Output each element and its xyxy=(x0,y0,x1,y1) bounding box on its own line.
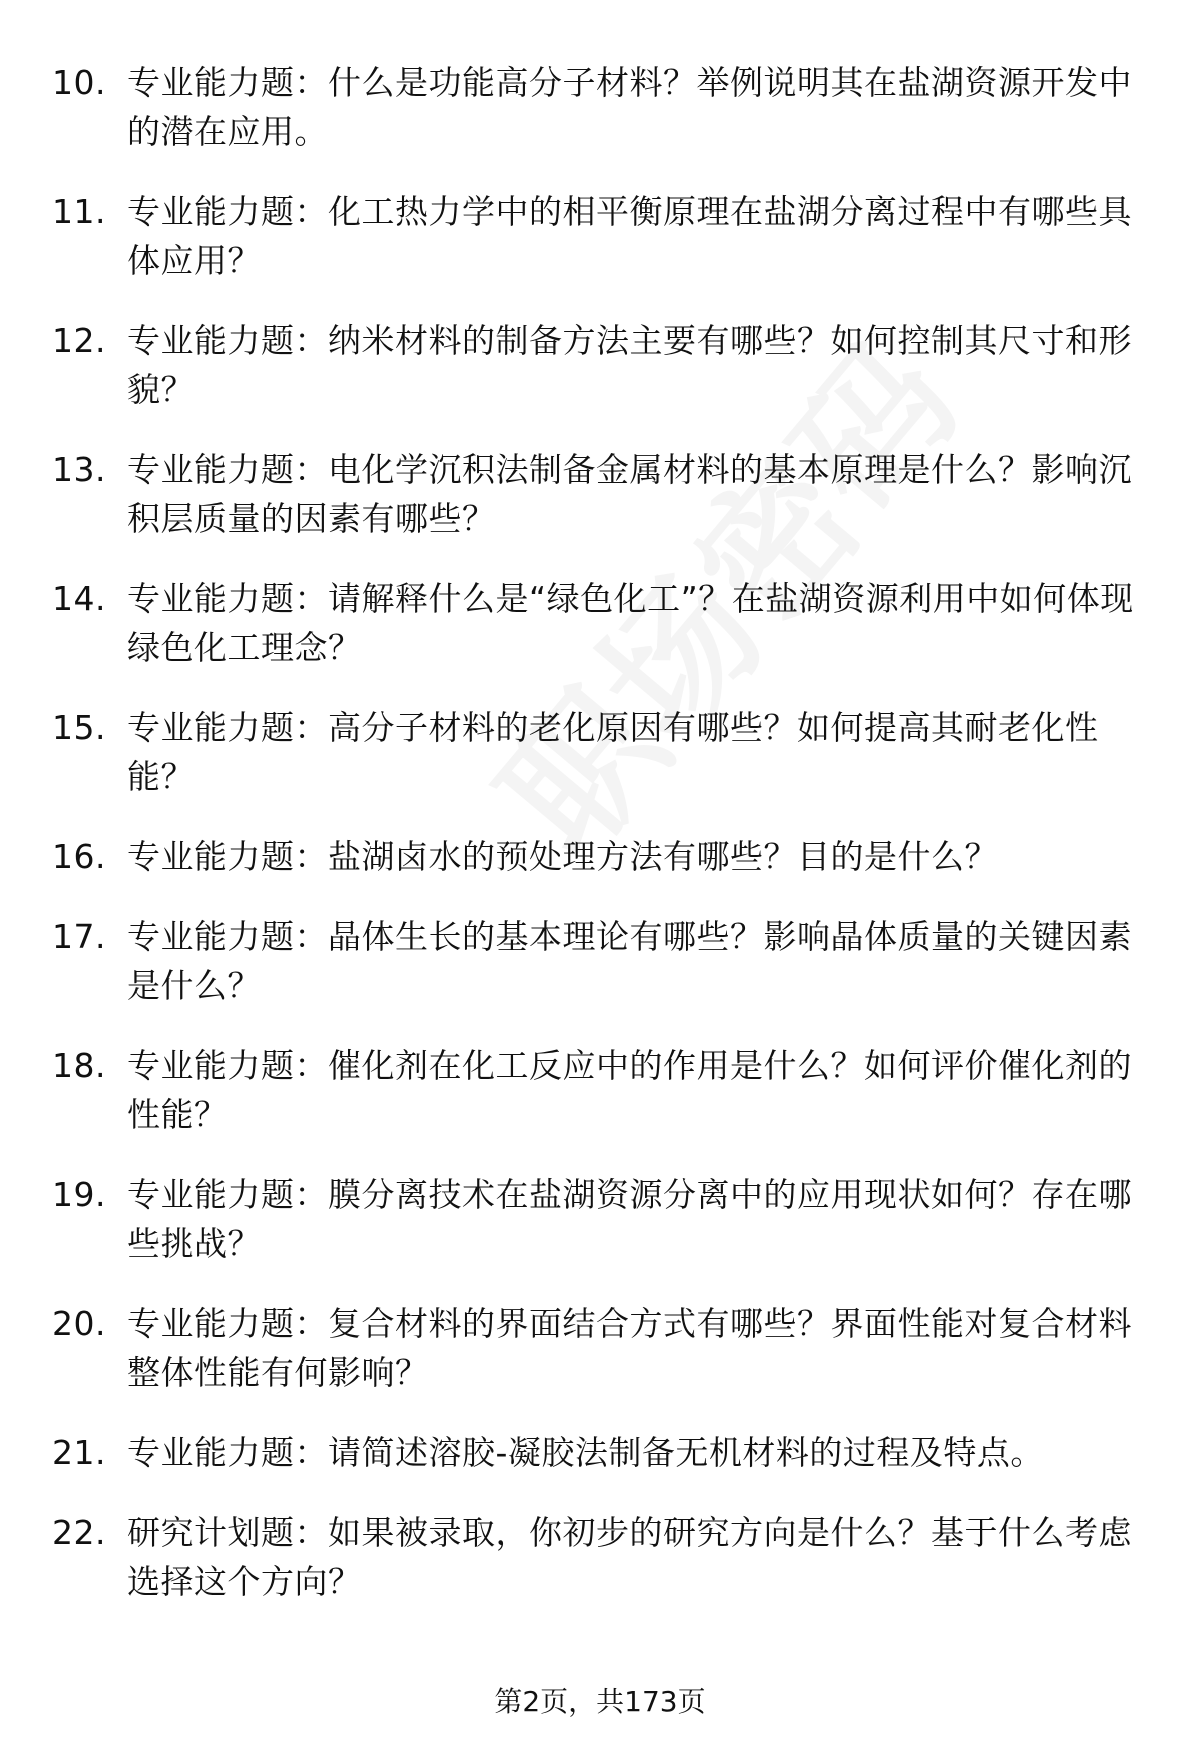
list-item xyxy=(52,1299,1152,1397)
list-item xyxy=(52,58,1152,156)
question-number: 14. xyxy=(52,579,106,618)
question-number: 10. xyxy=(52,63,106,102)
question-number: 11. xyxy=(52,192,106,231)
question-text: 专业能力题：高分子材料的老化原因有哪些？如何提高其耐老化性能？ xyxy=(127,708,1099,796)
list-item xyxy=(52,1170,1152,1268)
question-list xyxy=(52,58,1152,1637)
list-item xyxy=(52,187,1152,285)
page-footer: 第2页，共173页 xyxy=(494,1685,706,1718)
question-number: 22. xyxy=(52,1513,106,1552)
question-number: 21. xyxy=(52,1433,106,1472)
list-item xyxy=(52,832,1152,881)
question-text: 专业能力题：请简述溶胶-凝胶法制备无机材料的过程及特点。 xyxy=(127,1433,1044,1472)
question-text: 专业能力题：纳米材料的制备方法主要有哪些？如何控制其尺寸和形貌？ xyxy=(127,321,1132,409)
question-number: 19. xyxy=(52,1175,106,1214)
question-number: 17. xyxy=(52,917,106,956)
question-number: 12. xyxy=(52,321,106,360)
question-text: 专业能力题：化工热力学中的相平衡原理在盐湖分离过程中有哪些具体应用？ xyxy=(127,192,1132,280)
question-number: 16. xyxy=(52,837,106,876)
question-text: 专业能力题：什么是功能高分子材料？举例说明其在盐湖资源开发中的潜在应用。 xyxy=(127,63,1132,151)
question-text: 专业能力题：电化学沉积法制备金属材料的基本原理是什么？影响沉积层质量的因素有哪些？ xyxy=(127,450,1132,538)
question-number: 13. xyxy=(52,450,106,489)
list-item xyxy=(52,703,1152,801)
list-item xyxy=(52,1508,1152,1606)
list-item xyxy=(52,1041,1152,1139)
question-text: 研究计划题：如果被录取，你初步的研究方向是什么？基于什么考虑选择这个方向？ xyxy=(127,1513,1132,1601)
question-text: 专业能力题：请解释什么是“绿色化工”？在盐湖资源利用中如何体现绿色化工理念？ xyxy=(127,579,1134,667)
question-text: 专业能力题：复合材料的界面结合方式有哪些？界面性能对复合材料整体性能有何影响？ xyxy=(127,1304,1132,1392)
list-item xyxy=(52,445,1152,543)
list-item xyxy=(52,1428,1152,1477)
question-number: 20. xyxy=(52,1304,106,1343)
list-item xyxy=(52,316,1152,414)
question-text: 专业能力题：盐湖卤水的预处理方法有哪些？目的是什么？ xyxy=(127,837,998,876)
question-number: 18. xyxy=(52,1046,106,1085)
question-number: 15. xyxy=(52,708,106,747)
question-text: 专业能力题：催化剂在化工反应中的作用是什么？如何评价催化剂的性能？ xyxy=(127,1046,1132,1134)
question-text: 专业能力题：膜分离技术在盐湖资源分离中的应用现状如何？存在哪些挑战？ xyxy=(127,1175,1132,1263)
list-item xyxy=(52,912,1152,1010)
list-item xyxy=(52,574,1152,672)
question-text: 专业能力题：晶体生长的基本理论有哪些？影响晶体质量的关键因素是什么？ xyxy=(127,917,1132,1005)
